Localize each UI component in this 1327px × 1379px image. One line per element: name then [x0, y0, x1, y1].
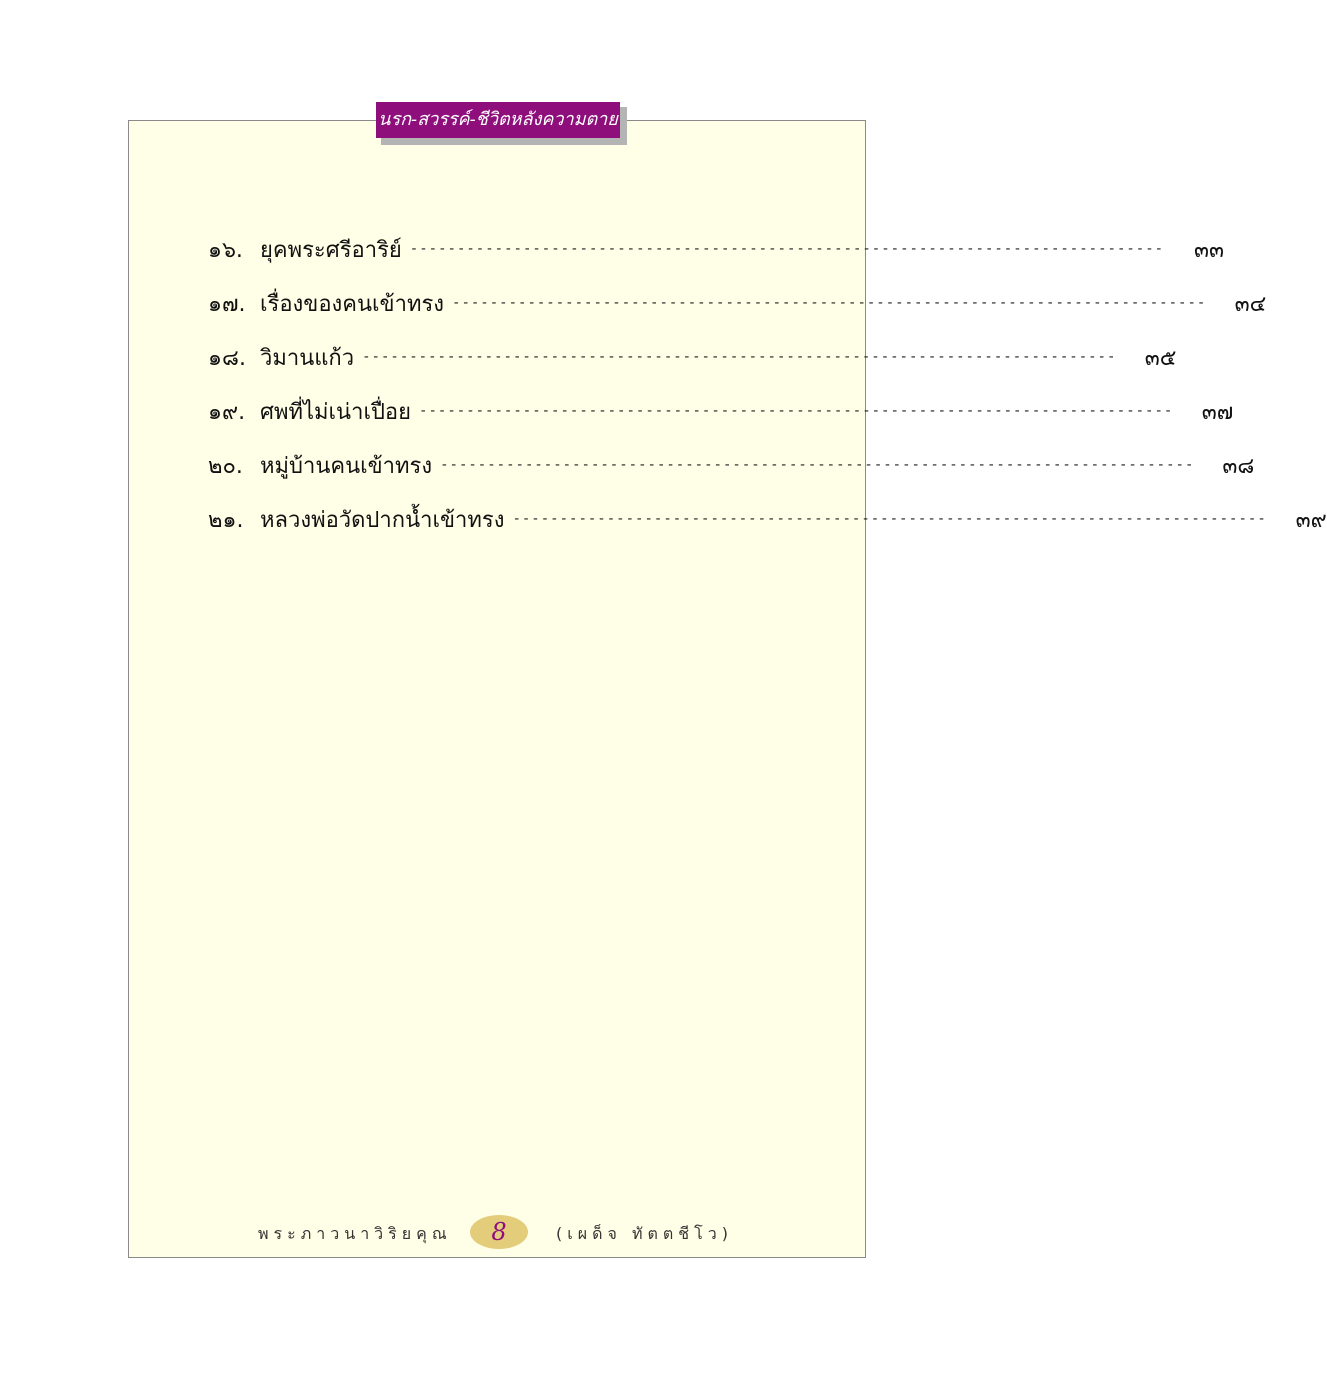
toc-entry-page: ๓๙	[1295, 507, 1327, 533]
toc-entry-title: หมู่บ้านคนเข้าทรง	[260, 453, 433, 479]
toc-entry[interactable]	[208, 222, 1225, 276]
toc-dot-leader: --------------------------------------------------------------------------------	[440, 457, 1195, 473]
toc-entry-number: ๑๖.	[208, 237, 243, 263]
toc-entry-number: ๑๙.	[208, 399, 246, 425]
toc-entry-page: ๓๔	[1234, 291, 1267, 317]
toc-dot-leader: --------------------------------------------------------------------------------	[409, 241, 1165, 257]
toc-dot-leader: --------------------------------------------------------------------------------	[512, 511, 1267, 527]
toc-entry-title: เรื่องของคนเข้าทรง	[260, 291, 445, 317]
toc-entry-number: ๒๑.	[208, 507, 244, 533]
toc-entry[interactable]	[208, 384, 1234, 438]
page-number-badge: 8	[470, 1215, 528, 1249]
toc-entry-number: ๑๘.	[208, 345, 246, 371]
toc-entry[interactable]	[208, 438, 1255, 492]
toc-entry-number: ๒๐.	[208, 453, 243, 479]
toc-entry[interactable]	[208, 492, 1327, 546]
toc-entry-title: วิมานแก้ว	[260, 345, 355, 371]
toc-entry-title: ยุคพระศรีอาริย์	[260, 237, 402, 263]
toc-entry-page: ๓๗	[1201, 399, 1234, 425]
toc-entry-title: หลวงพ่อวัดปากน้ำเข้าทรง	[260, 507, 505, 533]
toc-entry-page: ๓๘	[1222, 453, 1255, 479]
toc-entry-page: ๓๓	[1194, 237, 1225, 263]
footer-author: พระภาวนาวิริยคุณ	[258, 1224, 452, 1243]
toc-entry[interactable]	[208, 276, 1267, 330]
header-title: นรก-สวรรค์-ชีวิตหลังความตาย	[376, 102, 620, 138]
toc-dot-leader: --------------------------------------------------------------------------------	[419, 403, 1174, 419]
toc-entry-number: ๑๗.	[208, 291, 246, 317]
toc-dot-leader: --------------------------------------------------------------------------------	[362, 349, 1117, 365]
footer-author-name: (เผด็จ ทัตตชีโว)	[556, 1224, 733, 1243]
toc-dot-leader: --------------------------------------------------------------------------------	[452, 295, 1207, 311]
toc-entry[interactable]	[208, 330, 1177, 384]
toc-entry-title: ศพที่ไม่เน่าเปื่อย	[260, 399, 412, 425]
table-of-contents	[208, 222, 1327, 546]
toc-entry-page: ๓๕	[1144, 345, 1177, 371]
